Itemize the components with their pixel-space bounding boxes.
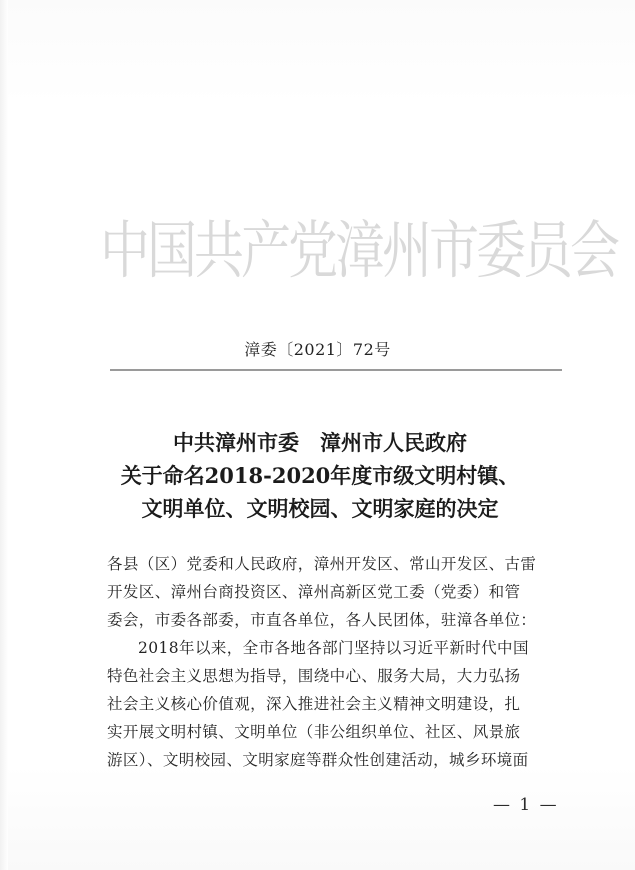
letterhead-title: 中国共产党漳州市委员会 — [100, 214, 617, 287]
paragraph-line: 社会主义核心价值观，深入推进社会主义精神文明建设，扎 — [107, 695, 521, 713]
document-body — [107, 550, 569, 774]
document-number: 漳委〔2021〕72号 — [244, 340, 391, 359]
paragraph-line: 实开展文明村镇、文明单位（非公组织单位、社区、风景旅 — [107, 723, 521, 741]
paragraph-line: 游区）、文明校园、文明家庭等群众性创建活动，城乡环境面 — [107, 751, 529, 769]
addressee-line: 委会，市委各部委，市直各单位，各人民团体，驻漳各单位： — [107, 611, 537, 629]
scan-edge-shadow — [0, 0, 8, 870]
letterhead-divider — [110, 369, 562, 371]
page-number: — 1 — — [493, 795, 559, 815]
paragraph-line: 2018年以来，全市各地各部门坚持以习近平新时代中国 — [138, 639, 529, 657]
document-title — [80, 426, 560, 525]
title-line: 文明单位、文明校园、文明家庭的决定 — [141, 496, 499, 521]
paragraph-line: 特色社会主义思想为指导，围绕中心、服务大局，大力弘扬 — [107, 667, 521, 685]
addressee-line: 各县（区）党委和人民政府，漳州开发区、常山开发区、古雷 — [107, 555, 537, 573]
addressee-line: 开发区、漳州台商投资区、漳州高新区党工委（党委）和管 — [107, 583, 521, 601]
title-line: 中共漳州市委 漳州市人民政府 — [173, 430, 467, 455]
title-line: 关于命名2018-2020年度市级文明村镇、 — [120, 463, 520, 488]
